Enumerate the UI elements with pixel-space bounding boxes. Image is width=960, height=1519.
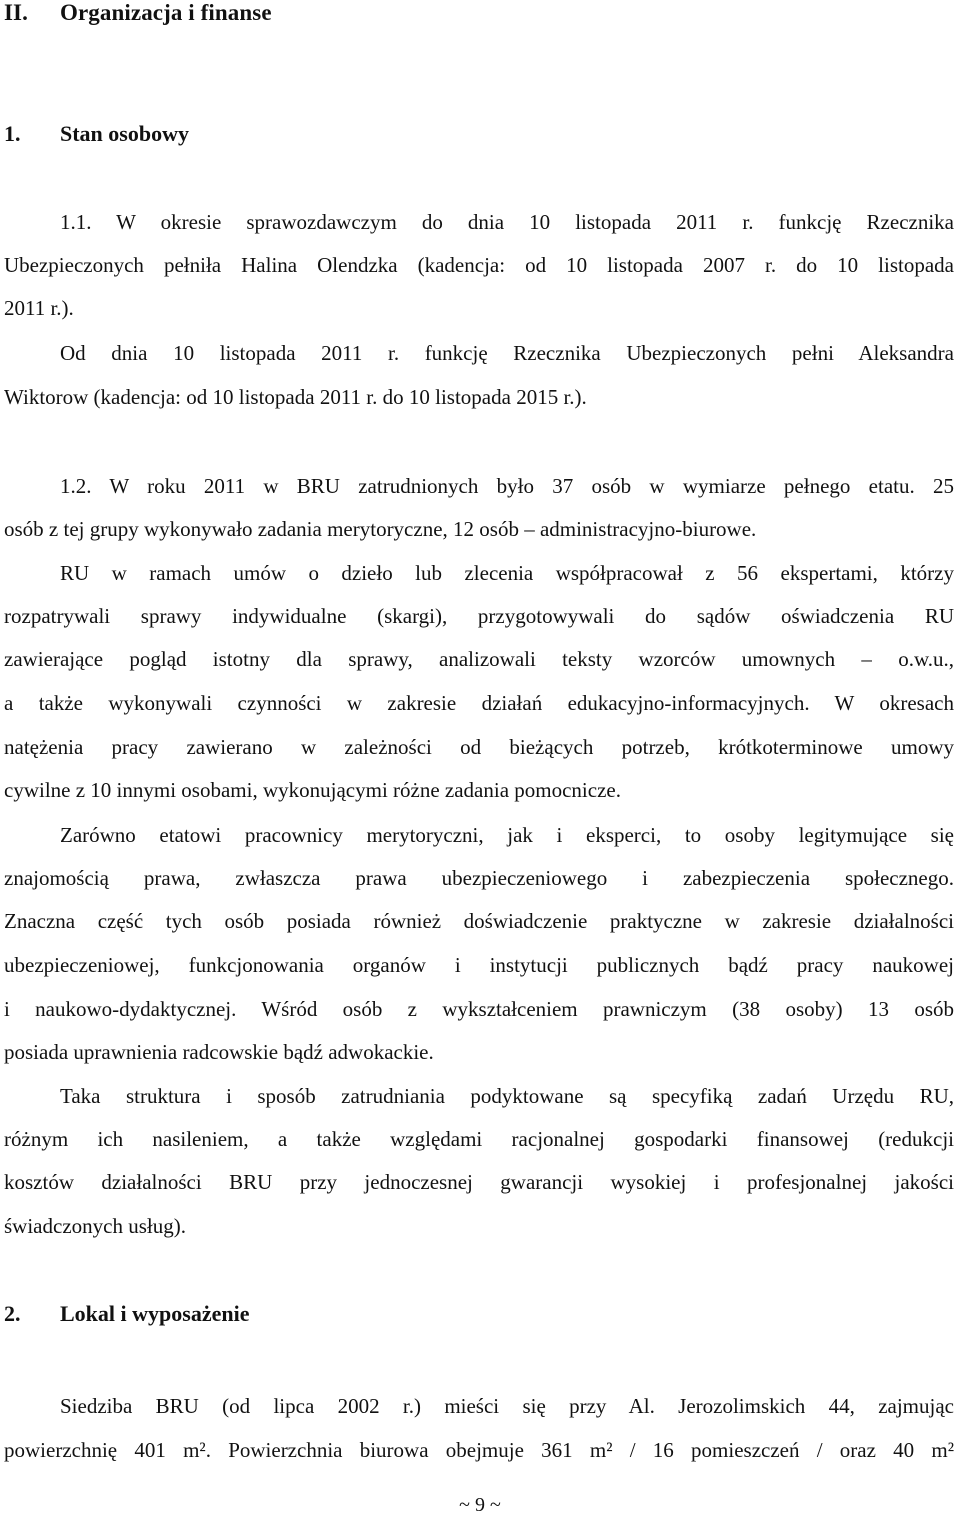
paragraph-line: Ubezpieczonych pełniła Halina Olendzka (kadencja: od 10 listopada 2007 r. do 10 listopada — [4, 253, 954, 277]
paragraph-line: różnym ich nasileniem, a także względami racjonalnej gospodarki finansowej (redukcji — [4, 1127, 954, 1151]
subsection-number-2: 2. — [4, 1301, 21, 1326]
subsection-number-1: 1. — [4, 121, 21, 146]
subsection-heading-2 — [4, 1301, 249, 1327]
subsection-heading-1 — [4, 121, 189, 147]
paragraph-line: kosztów działalności BRU przy jednoczesnej gwarancji wysokiej i profesjonalnej jakości — [4, 1170, 954, 1194]
paragraph-line: cywilne z 10 innymi osobami, wykonującymi różne zadania pomocnicze. — [4, 778, 621, 802]
paragraph-line: Od dnia 10 listopada 2011 r. funkcję Rzecznika Ubezpieczonych pełni Aleksandra — [60, 341, 954, 365]
section-number: II. — [4, 0, 28, 25]
page-number: ~ 9 ~ — [459, 1494, 501, 1516]
section-heading — [4, 0, 272, 26]
paragraph-line: świadczonych usług). — [4, 1214, 186, 1238]
subsection-title-1: Stan osobowy — [60, 121, 189, 146]
paragraph-line: Wiktorow (kadencja: od 10 listopada 2011 r. do 10 listopada 2015 r.). — [4, 385, 587, 409]
paragraph-line: 1.1. W okresie sprawozdawczym do dnia 10 listopada 2011 r. funkcję Rzecznika — [60, 210, 954, 234]
paragraph-line: Siedziba BRU (od lipca 2002 r.) mieści się przy Al. Jerozolimskich 44, zajmując — [60, 1394, 954, 1418]
paragraph-line: Znaczna część tych osób posiada również doświadczenie praktyczne w zakresie działalności — [4, 909, 954, 933]
paragraph-line: znajomością prawa, zwłaszcza prawa ubezpieczeniowego i zabezpieczenia społecznego. — [4, 866, 954, 890]
paragraph-line: a także wykonywali czynności w zakresie działań edukacyjno-informacyjnych. W okresach — [4, 691, 954, 715]
paragraph-line: i naukowo-dydaktycznej. Wśród osób z wykształceniem prawniczym (38 osoby) 13 osób — [4, 997, 954, 1021]
paragraph-line: rozpatrywali sprawy indywidualne (skargi), przygotowywali do sądów oświadczenia RU — [4, 604, 954, 628]
section-title: Organizacja i finanse — [60, 0, 272, 25]
subsection-title-2: Lokal i wyposażenie — [60, 1301, 250, 1326]
paragraph-line: posiada uprawnienia radcowskie bądź adwokackie. — [4, 1040, 434, 1064]
paragraph-line: osób z tej grupy wykonywało zadania merytoryczne, 12 osób – administracyjno-biurowe. — [4, 517, 757, 541]
paragraph-line: RU w ramach umów o dzieło lub zlecenia współpracował z 56 ekspertami, którzy — [60, 561, 954, 585]
paragraph-line: ubezpieczeniowej, funkcjonowania organów i instytucji publicznych bądź pracy naukowej — [4, 953, 954, 977]
paragraph-line: natężenia pracy zawierano w zależności od bieżących potrzeb, krótkoterminowe umowy — [4, 735, 954, 759]
paragraph-line: zawierające pogląd istotny dla sprawy, analizowali teksty wzorców umownych – o.w.u., — [4, 647, 954, 671]
paragraph-line: Taka struktura i sposób zatrudniania podyktowane są specyfiką zadań Urzędu RU, — [60, 1084, 954, 1108]
paragraph-line: Zarówno etatowi pracownicy merytoryczni, jak i eksperci, to osoby legitymujące się — [60, 823, 954, 847]
paragraph-line: 2011 r.). — [4, 296, 74, 320]
paragraph-line: 1.2. W roku 2011 w BRU zatrudnionych było 37 osób w wymiarze pełnego etatu. 25 — [60, 474, 954, 498]
paragraph-line: powierzchnię 401 m². Powierzchnia biurowa obejmuje 361 m² / 16 pomieszczeń / oraz 40 m² — [4, 1438, 954, 1462]
